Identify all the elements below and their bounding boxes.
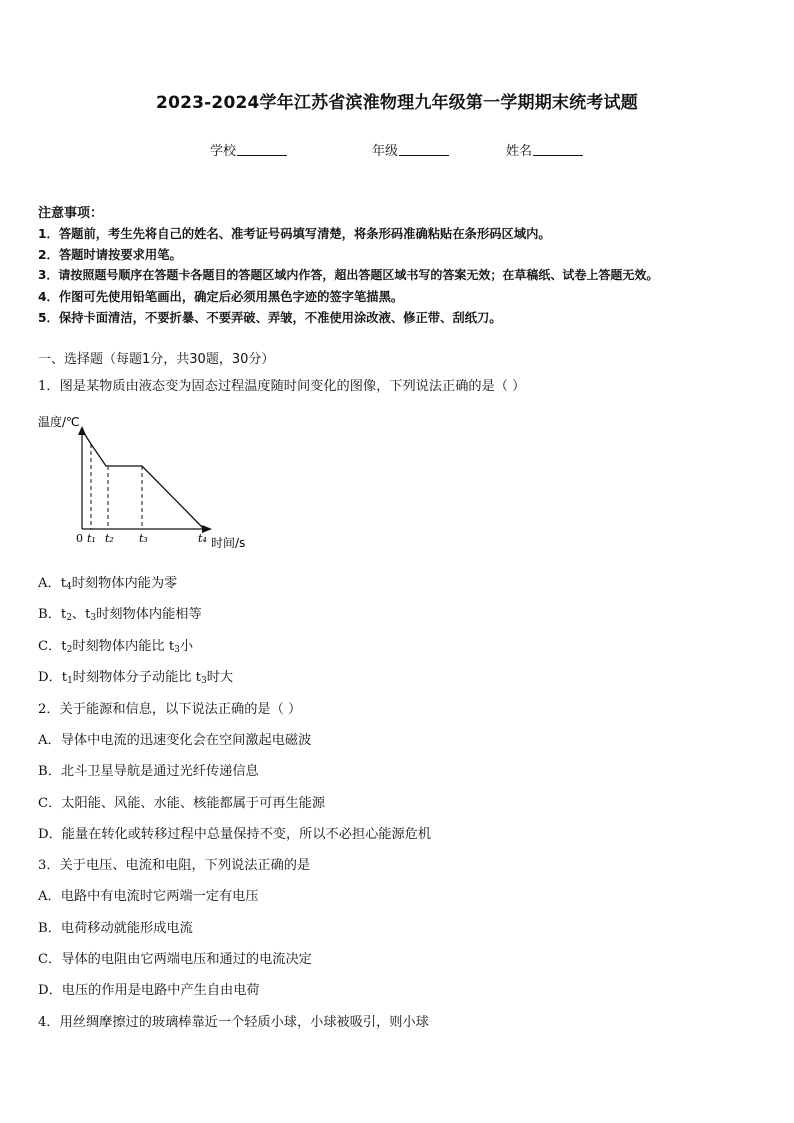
school-label: 学校 — [210, 144, 237, 159]
question-1-stem: 1．图是某物质由液态变为固态过程温度随时间变化的图像，下列说法正确的是（ ） — [38, 379, 526, 394]
tick-t3: t₃ — [139, 532, 148, 545]
q3-option-d[interactable]: D．电压的作用是电路中产生自由电荷 — [38, 983, 260, 998]
temperature-time-chart — [36, 410, 266, 560]
subscript: 4 — [66, 582, 72, 592]
section-title: 一、选择题（每题1分，共30题，30分） — [38, 352, 275, 367]
tick-t1: t₁ — [87, 532, 96, 545]
chart-ylabel: 温度/℃ — [38, 415, 80, 429]
notice-item: 2．答题时请按要求用笔。 — [38, 248, 182, 262]
option-text: C．t — [38, 639, 67, 654]
grade-field[interactable] — [372, 140, 449, 159]
q2-option-b[interactable]: B．北斗卫星导航是通过光纤传递信息 — [38, 764, 259, 779]
school-field[interactable] — [210, 140, 287, 159]
q1-option-d[interactable] — [38, 666, 233, 686]
tick-t4: t₄ — [198, 532, 207, 545]
q2-option-d[interactable]: D．能量在转化或转移过程中总量保持不变，所以不必担心能源危机 — [38, 827, 432, 842]
q3-option-a[interactable]: A．电路中有电流时它两端一定有电压 — [38, 889, 259, 904]
subscript: 3 — [90, 613, 97, 623]
q2-option-c[interactable]: C．太阳能、风能、水能、核能都属于可再生能源 — [38, 796, 326, 811]
option-text: 时刻物体内能为零 — [71, 576, 178, 591]
notice-item: 3．请按照题号顺序在答题卡各题目的答题区域内作答，超出答题区域书写的答案无效；在草稿纸、试卷上答题无效。 — [38, 268, 659, 282]
option-text: 时刻物体内能比 t — [72, 639, 175, 654]
option-text: 时大 — [206, 670, 234, 685]
notice-item: 5．保持卡面清洁，不要折暴、不要弄破、弄皱，不准使用涂改液、修正带、刮纸刀。 — [38, 311, 502, 325]
origin-label: 0 — [76, 532, 83, 545]
school-blank[interactable] — [237, 143, 287, 156]
option-text: 小 — [179, 639, 194, 654]
subscript: 3 — [174, 645, 180, 655]
cooling-curve — [82, 430, 204, 529]
question-2-stem: 2．关于能源和信息，以下说法正确的是（ ） — [38, 702, 302, 717]
notice-item: 4．作图可先使用铅笔画出，确定后必须用黑色字迹的签字笔描黑。 — [38, 290, 404, 304]
question-3-stem: 3．关于电压、电流和电阻，下列说法正确的是 — [38, 858, 311, 873]
q1-option-b[interactable] — [38, 603, 202, 623]
notice-title: 注意事项： — [38, 206, 104, 221]
tick-t2: t₂ — [105, 532, 114, 545]
option-text: D．t — [38, 670, 68, 685]
option-text: A．t — [38, 576, 67, 591]
name-blank[interactable] — [533, 143, 583, 156]
q3-option-c[interactable]: C．导体的电阻由它两端电压和通过的电流决定 — [38, 952, 312, 967]
option-text: 时刻物体内能相等 — [96, 607, 202, 622]
option-text: 、t — [71, 607, 91, 622]
notice-item: 1．答题前，考生先将自己的姓名、准考证号码填写清楚，将条形码准确粘贴在条形码区域内。 — [38, 227, 551, 241]
grade-label: 年级 — [372, 144, 399, 159]
option-text: B．t — [38, 607, 67, 622]
exam-title: 2023-2024学年江苏省滨淮物理九年级第一学期期末统考试题 — [156, 93, 638, 113]
chart-xlabel: 时间/s — [211, 536, 246, 550]
q3-option-b[interactable]: B．电荷移动就能形成电流 — [38, 921, 193, 936]
subscript: 2 — [66, 613, 72, 623]
name-field[interactable] — [506, 140, 583, 159]
subscript: 3 — [200, 676, 207, 686]
q1-option-c[interactable] — [38, 635, 193, 655]
q1-option-a[interactable] — [38, 572, 177, 592]
subscript: 2 — [66, 645, 73, 655]
name-label: 姓名 — [506, 144, 533, 159]
grade-blank[interactable] — [399, 143, 449, 156]
option-text: 时刻物体分子动能比 t — [72, 670, 201, 685]
subscript: 1 — [67, 676, 73, 686]
q2-option-a[interactable]: A．导体中电流的迅速变化会在空间激起电磁波 — [38, 733, 312, 748]
question-4-stem: 4．用丝绸摩擦过的玻璃棒靠近一个轻质小球，小球被吸引，则小球 — [38, 1015, 429, 1030]
